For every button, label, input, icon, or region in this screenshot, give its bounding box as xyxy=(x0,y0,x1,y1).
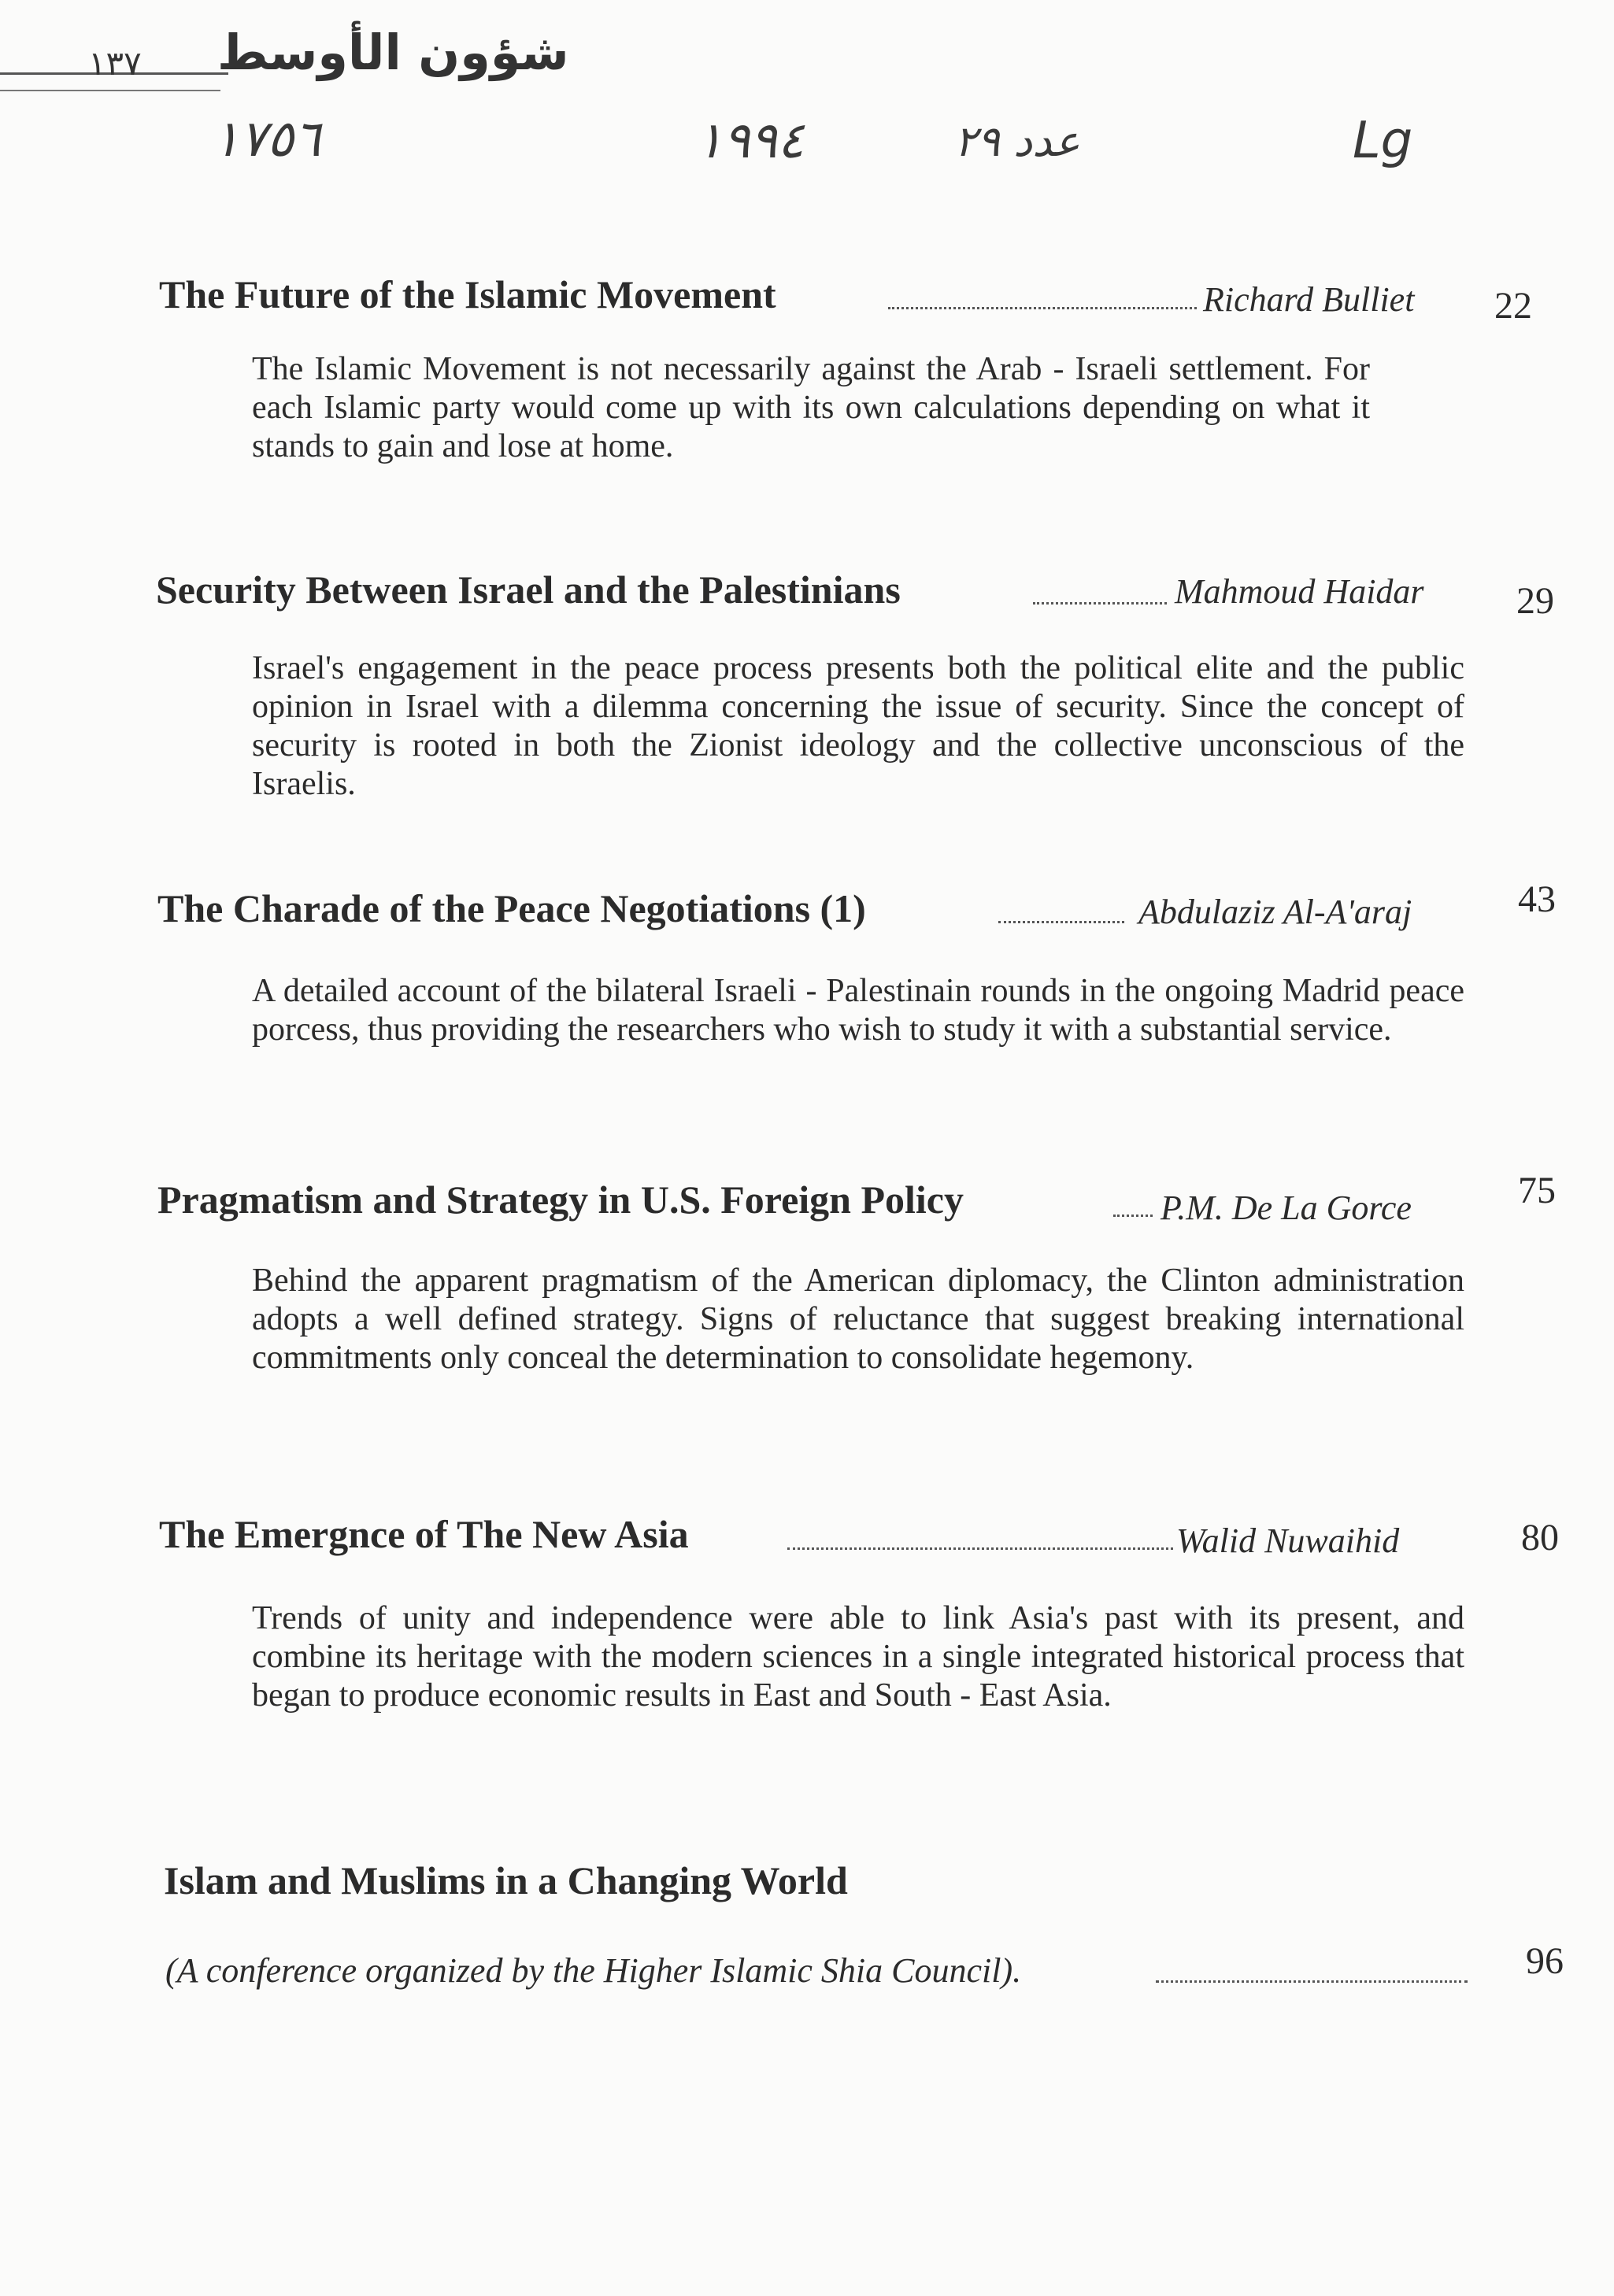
dot-leader xyxy=(1156,1980,1468,1983)
entry-page-number: 80 xyxy=(1521,1517,1559,1558)
header-rule-secondary xyxy=(0,90,220,91)
entry-author: Richard Bulliet xyxy=(1203,280,1415,319)
entry-author: Walid Nuwaihid xyxy=(1176,1521,1400,1560)
entry-page-number: 22 xyxy=(1494,285,1532,327)
handwritten-note: ١٩٩٤ xyxy=(696,112,805,170)
entry-abstract: A detailed account of the bilateral Israeli - Palestinain rounds in the ongoing Madrid peace porcess, thus providing the researchers who wish to study it with a substantial service. xyxy=(252,973,1464,1048)
entry-abstract: Behind the apparent pragmatism of the American diplomacy, the Clinton administration adopts a well defined strategy. Signs of reluctance that suggest breaking international commitments only conceal the determination to consolidate hegemony. xyxy=(252,1263,1464,1376)
handwritten-note: ١٧٥٦ xyxy=(213,110,321,168)
entry-page-number: 29 xyxy=(1516,580,1554,622)
dot-leader xyxy=(888,307,1197,309)
entry-page-number: 43 xyxy=(1518,878,1556,920)
entry-title: Islam and Muslims in a Changing World xyxy=(164,1858,848,1902)
dot-leader xyxy=(998,921,1124,923)
dot-leader xyxy=(1033,602,1167,605)
entry-title: Security Between Israel and the Palestinians xyxy=(156,568,901,612)
entry-author: Abdulaziz Al-A'araj xyxy=(1138,893,1412,931)
entry-title: The Charade of the Peace Negotiations (1) xyxy=(157,886,866,930)
entry-title: The Emergnce of The New Asia xyxy=(159,1512,689,1556)
handwritten-note: عدد ٢٩ xyxy=(954,116,1080,166)
entry-title: Pragmatism and Strategy in U.S. Foreign Policy xyxy=(157,1178,964,1222)
page-number-arabic: ١٣٧ xyxy=(88,44,142,83)
entry-author: P.M. De La Gorce xyxy=(1161,1189,1412,1227)
handwritten-note: Lg xyxy=(1353,112,1413,170)
entry-page-number: 75 xyxy=(1518,1170,1556,1211)
entry-abstract: The Islamic Movement is not necessarily against the Arab - Israeli settlement. For each Islamic party would come up with its own calculations depending on what it stands to gain and lose at home. xyxy=(252,351,1370,464)
entry-subtitle: (A conference organized by the Higher Islamic Shia Council). xyxy=(165,1951,1022,1990)
masthead-logo: شؤون الأوسط xyxy=(217,24,569,81)
dot-leader xyxy=(787,1547,1173,1550)
entry-abstract: Trends of unity and independence were able to link Asia's past with its present, and combine its heritage with the modern sciences in a single integrated historical process that began to produce economic results in East and South - East Asia. xyxy=(252,1600,1464,1714)
entry-abstract: Israel's engagement in the peace process presents both the political elite and the public opinion in Israel with a dilemma concerning the issue of security. Since the concept of security is rooted in both the Zionist ideology and the collective unconscious of the Israelis. xyxy=(252,650,1464,802)
entry-page-number: 96 xyxy=(1526,1940,1564,1982)
entry-author: Mahmoud Haidar xyxy=(1175,572,1424,611)
entry-title: The Future of the Islamic Movement xyxy=(159,272,776,316)
dot-leader xyxy=(1113,1215,1153,1217)
